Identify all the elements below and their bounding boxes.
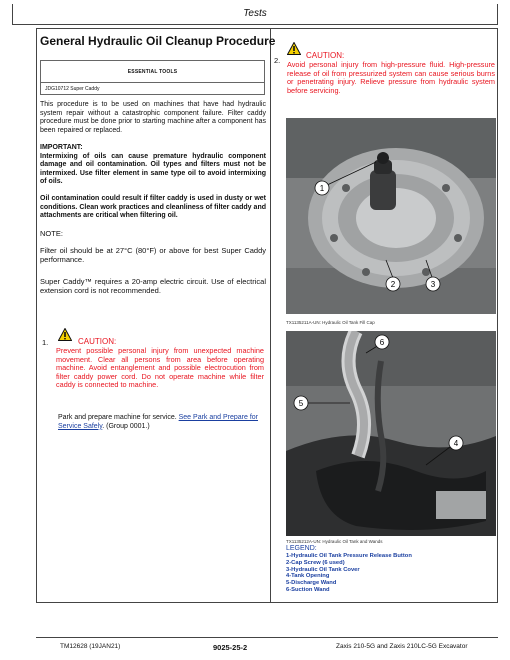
step-1-number: 1. [42, 338, 49, 347]
fig2-callout-6: 6 [379, 338, 385, 347]
hydraulic-tank-fill-cap-photo [286, 118, 496, 314]
note-text-1: Filter oil should be at 27°C (80°F) or above for best Super Caddy performance. [40, 246, 266, 264]
fig2-caption: TX1135212A-UN: Hydraulic Oil Tank and Wands [286, 539, 383, 544]
essential-tools-table [40, 60, 265, 95]
legend-item: 2-Cap Screw (6 used) [286, 559, 345, 566]
note-label: NOTE: [40, 229, 63, 238]
park-prepare-text: Park and prepare machine for service. [58, 414, 177, 421]
footer-rule [36, 637, 498, 638]
step-1-caution-text: Prevent possible personal injury from unexpected machine movement. Clear all persons from area before operating machine. Avoid entanglement and possible electrocution from filter caddy power cord. Do not operate machine while filter caddy is connected to machine. [56, 346, 264, 390]
fig1-callout-2: 2 [390, 280, 396, 289]
step-1-caution-word: CAUTION: [78, 337, 117, 346]
step-2-caution-word: CAUTION: [306, 51, 345, 60]
legend-item: 5-Discharge Wand [286, 580, 337, 587]
footer-machine-model: Zaxis 210-5G and Zaxis 210LC-5G Excavator [336, 643, 468, 650]
tool-item: JDG10712 Super Caddy [41, 83, 265, 95]
step-1-instruction [58, 414, 266, 431]
fig2-callout-4: 4 [453, 439, 459, 448]
legend-item: 1-Hydraulic Oil Tank Pressure Release Button [286, 553, 412, 559]
step-2-caution-text: Avoid personal injury from high-pressure fluid. High-pressure release of oil from pressurized system can cause serious burns or penetrating injury. Relieve pressure from hydraulic system before servicing. [287, 60, 495, 95]
important-label: IMPORTANT: [40, 144, 83, 151]
legend-item: 6-Suction Wand [286, 586, 330, 593]
fig1-callout-3: 3 [430, 280, 436, 289]
legend-list [286, 553, 412, 594]
important-text: Intermixing of oils can cause premature hydraulic component damage and oil contamination. Oil types and filters must not be intermixed. Use filter element in same type oil to avoid intermixing of oils. [40, 152, 266, 186]
legend-title: LEGEND: [286, 545, 317, 552]
procedure-title: General Hydraulic Oil Cleanup Procedure [40, 34, 276, 48]
header-rule [12, 24, 498, 25]
footer-page-number: 9025-25-2 [213, 643, 248, 652]
hydraulic-tank-wands-photo [286, 331, 496, 536]
fig1-callout-1: 1 [319, 184, 325, 193]
warning-triangle-icon [287, 42, 301, 55]
legend-item: 3-Hydraulic Oil Tank Cover [286, 566, 360, 573]
park-prepare-link[interactable]: See Park and Prepare for Service Safely [58, 414, 259, 430]
step-2-number: 2. [274, 56, 281, 65]
group-reference: . (Group 0001.) [102, 422, 150, 430]
tools-header: ESSENTIAL TOOLS [41, 61, 265, 83]
column-divider [270, 28, 271, 603]
fig1-caption: TX1135211A-UN: Hydraulic Oil Tank Fill Cap [286, 320, 375, 325]
contamination-text: Oil contamination could result if filter caddy is used in dusty or wet conditions. Clean work practices and cleanliness of filter caddy and attachments are critical when filtering oil. [40, 195, 266, 220]
page-header-title: Tests [243, 8, 267, 19]
legend-item: 4-Tank Opening [286, 573, 330, 580]
note-text-2: Super Caddy™ requires a 20-amp electric circuit. Use of electrical extension cord is not recommended. [40, 277, 266, 295]
warning-triangle-icon [58, 328, 72, 341]
intro-paragraph: This procedure is to be used on machines that have had hydraulic system repair without a catastrophic component failure. Filter caddy procedure must be done prior to starting machine after a component has been repaired or replaced. [40, 101, 266, 134]
fig2-callout-5: 5 [298, 399, 304, 408]
footer-doc-id: TM12628 (19JAN21) [60, 643, 121, 650]
